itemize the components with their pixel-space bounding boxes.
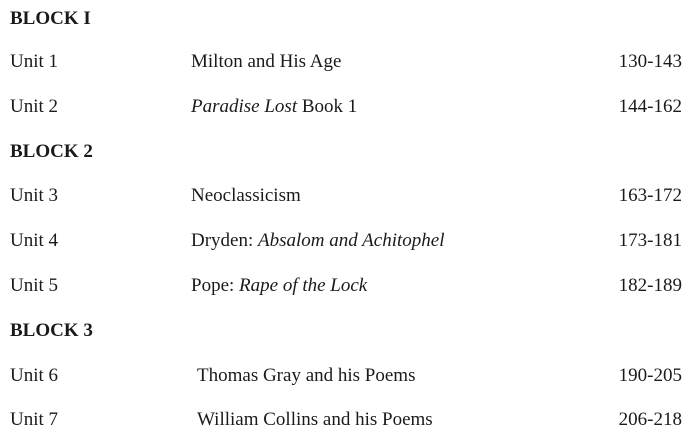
page-range: 173-181: [618, 230, 682, 251]
contents-row-unit-4: [0, 230, 694, 254]
unit-label: Unit 6: [10, 365, 59, 386]
unit-title: Neoclassicism: [191, 185, 301, 206]
contents-row-unit-5: [0, 275, 694, 299]
unit-label: Unit 1: [10, 51, 59, 72]
block-heading-3: BLOCK 3: [10, 320, 93, 341]
contents-row-unit-3: [0, 185, 694, 209]
contents-row-unit-7: [0, 409, 694, 433]
page-range: 206-218: [618, 409, 682, 430]
page-range: 144-162: [618, 96, 682, 117]
page-range: 182-189: [618, 275, 682, 296]
unit-label: Unit 3: [10, 185, 59, 206]
contents-row-unit-2: [0, 96, 694, 120]
page-range: 190-205: [618, 365, 682, 386]
contents-row-unit-6: [0, 365, 694, 389]
page-range: 163-172: [618, 185, 682, 206]
unit-title: Pope: Rape of the Lock: [191, 275, 368, 296]
unit-title: Dryden: Absalom and Achitophel: [191, 230, 445, 251]
block-heading-2: BLOCK 2: [10, 141, 93, 162]
unit-label: Unit 4: [10, 230, 59, 251]
unit-label: Unit 5: [10, 275, 59, 296]
page-range: 130-143: [618, 51, 682, 72]
unit-title: Thomas Gray and his Poems: [197, 365, 416, 386]
unit-label: Unit 2: [10, 96, 59, 117]
unit-title: William Collins and his Poems: [197, 409, 433, 430]
unit-title: Milton and His Age: [191, 51, 342, 72]
unit-label: Unit 7: [10, 409, 59, 430]
unit-title: Paradise Lost Book 1: [191, 96, 358, 117]
block-heading-1: BLOCK I: [10, 8, 91, 29]
contents-row-unit-1: [0, 51, 694, 75]
